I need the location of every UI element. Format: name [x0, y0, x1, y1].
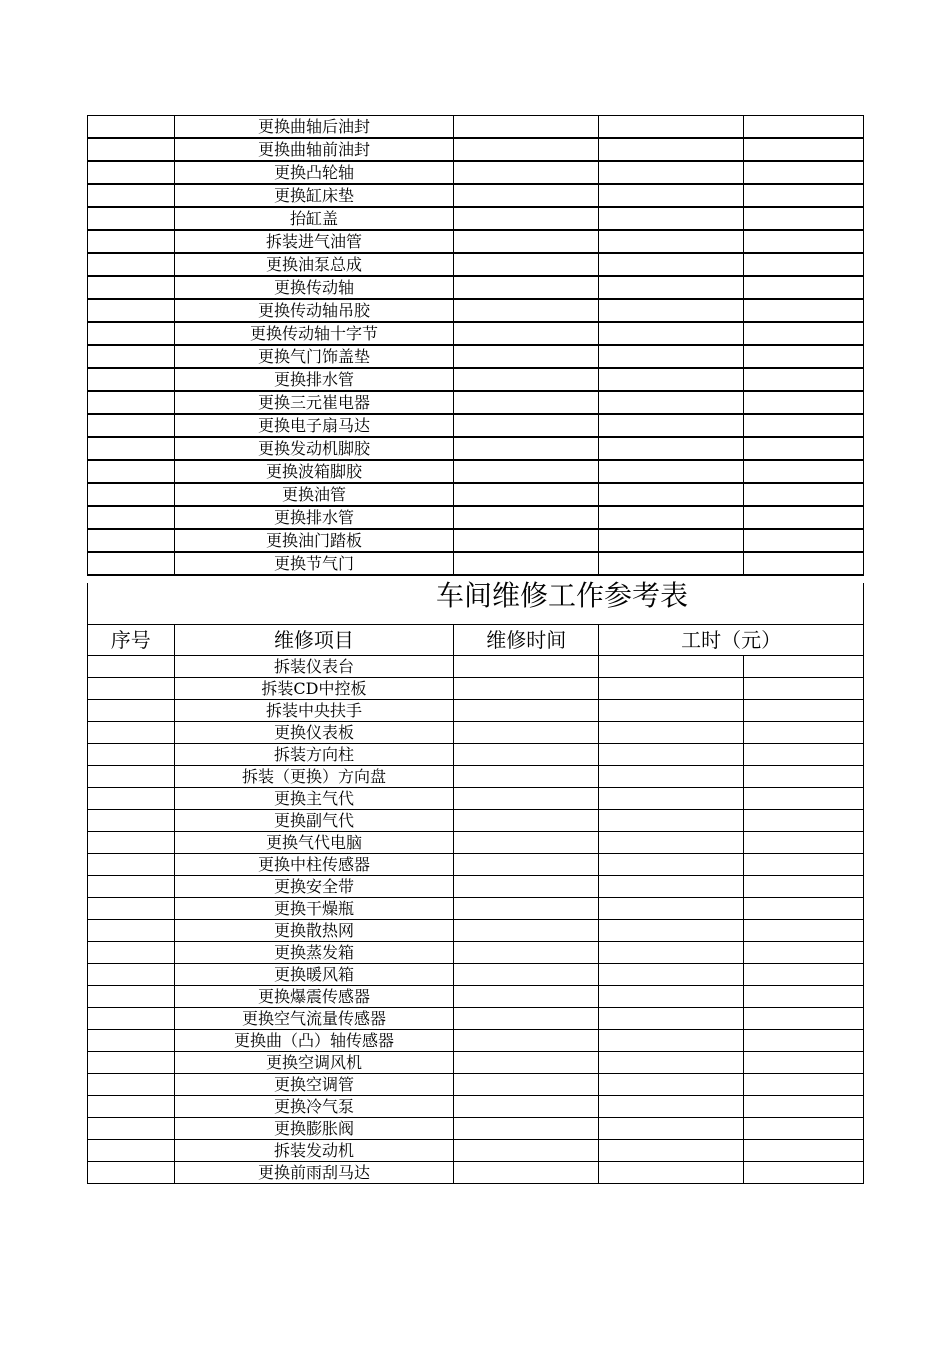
time-cell — [454, 116, 599, 139]
labor-extra-cell — [744, 678, 864, 700]
repair-item-cell: 更换空调管 — [174, 1074, 454, 1096]
time-cell — [454, 506, 599, 529]
repair-item-cell: 更换节气门 — [174, 552, 454, 575]
table-row — [88, 391, 864, 414]
labor-extra-cell — [744, 368, 864, 391]
time-cell — [454, 345, 599, 368]
header-item: 维修项目 — [174, 625, 454, 656]
header-labor: 工时（元） — [599, 625, 864, 656]
index-cell — [88, 460, 175, 483]
labor-cell — [599, 656, 744, 678]
table-row — [88, 920, 864, 942]
page-title: 车间维修工作参考表 — [436, 579, 689, 612]
labor-extra-cell — [744, 1052, 864, 1074]
table-row — [88, 898, 864, 920]
index-cell — [88, 414, 175, 437]
table-row — [88, 138, 864, 161]
time-cell — [454, 1118, 599, 1140]
time-cell — [454, 1096, 599, 1118]
time-cell — [454, 138, 599, 161]
labor-extra-cell — [744, 920, 864, 942]
table-row — [88, 1074, 864, 1096]
table-row — [88, 161, 864, 184]
index-cell — [88, 1030, 175, 1052]
time-cell — [454, 854, 599, 876]
labor-cell — [599, 1140, 744, 1162]
index-cell — [88, 1074, 175, 1096]
time-cell — [454, 437, 599, 460]
repair-item-cell: 抬缸盖 — [174, 207, 454, 230]
table-row — [88, 116, 864, 139]
table-row — [88, 700, 864, 722]
labor-cell — [599, 876, 744, 898]
labor-cell — [599, 854, 744, 876]
labor-cell — [599, 230, 744, 253]
repair-item-cell: 更换波箱脚胶 — [174, 460, 454, 483]
table-row — [88, 230, 864, 253]
labor-cell — [599, 437, 744, 460]
labor-extra-cell — [744, 832, 864, 854]
index-cell — [88, 1118, 175, 1140]
labor-extra-cell — [744, 276, 864, 299]
labor-cell — [599, 322, 744, 345]
index-cell — [88, 854, 175, 876]
labor-extra-cell — [744, 1118, 864, 1140]
table-row — [88, 345, 864, 368]
title-row — [87, 579, 864, 624]
repair-item-cell: 更换气门饰盖垫 — [174, 345, 454, 368]
table-row — [88, 678, 864, 700]
index-cell — [88, 744, 175, 766]
labor-extra-cell — [744, 414, 864, 437]
header-time: 维修时间 — [454, 625, 599, 656]
time-cell — [454, 1052, 599, 1074]
index-cell — [88, 276, 175, 299]
index-cell — [88, 810, 175, 832]
labor-extra-cell — [744, 1074, 864, 1096]
time-cell — [454, 276, 599, 299]
index-cell — [88, 322, 175, 345]
table-row — [88, 1140, 864, 1162]
index-cell — [88, 506, 175, 529]
time-cell — [454, 656, 599, 678]
header-index: 序号 — [88, 625, 175, 656]
index-cell — [88, 898, 175, 920]
repair-item-cell: 更换主气代 — [174, 788, 454, 810]
repair-item-cell: 更换中柱传感器 — [174, 854, 454, 876]
header-row — [88, 625, 864, 656]
labor-extra-cell — [744, 876, 864, 898]
labor-extra-cell — [744, 253, 864, 276]
repair-item-cell: 更换副气代 — [174, 810, 454, 832]
labor-cell — [599, 766, 744, 788]
labor-extra-cell — [744, 230, 864, 253]
repair-item-cell: 更换排水管 — [174, 368, 454, 391]
time-cell — [454, 744, 599, 766]
time-cell — [454, 920, 599, 942]
labor-cell — [599, 832, 744, 854]
repair-item-cell: 更换膨胀阀 — [174, 1118, 454, 1140]
labor-extra-cell — [744, 656, 864, 678]
repair-table-part-2 — [87, 624, 864, 1184]
table-row — [88, 1008, 864, 1030]
index-cell — [88, 678, 175, 700]
table-row — [88, 506, 864, 529]
index-cell — [88, 368, 175, 391]
time-cell — [454, 1074, 599, 1096]
time-cell — [454, 876, 599, 898]
table-row — [88, 368, 864, 391]
labor-extra-cell — [744, 1162, 864, 1184]
index-cell — [88, 1008, 175, 1030]
index-cell — [88, 552, 175, 575]
table-row — [88, 322, 864, 345]
labor-cell — [599, 678, 744, 700]
table-row — [88, 964, 864, 986]
labor-extra-cell — [744, 1096, 864, 1118]
table-row — [88, 460, 864, 483]
repair-item-cell: 更换三元崔电器 — [174, 391, 454, 414]
index-cell — [88, 161, 175, 184]
table-row — [88, 437, 864, 460]
index-cell — [88, 986, 175, 1008]
labor-extra-cell — [744, 722, 864, 744]
time-cell — [454, 942, 599, 964]
index-cell — [88, 920, 175, 942]
table-row — [88, 184, 864, 207]
labor-extra-cell — [744, 1030, 864, 1052]
labor-cell — [599, 414, 744, 437]
table-row — [88, 1118, 864, 1140]
labor-cell — [599, 1008, 744, 1030]
repair-item-cell: 更换油门踏板 — [174, 529, 454, 552]
index-cell — [88, 299, 175, 322]
index-cell — [88, 1140, 175, 1162]
repair-item-cell: 拆装进气油管 — [174, 230, 454, 253]
labor-extra-cell — [744, 207, 864, 230]
labor-extra-cell — [744, 700, 864, 722]
table-row — [88, 656, 864, 678]
time-cell — [454, 722, 599, 744]
labor-extra-cell — [744, 138, 864, 161]
time-cell — [454, 678, 599, 700]
time-cell — [454, 253, 599, 276]
index-cell — [88, 207, 175, 230]
labor-extra-cell — [744, 483, 864, 506]
time-cell — [454, 299, 599, 322]
labor-extra-cell — [744, 116, 864, 139]
index-cell — [88, 942, 175, 964]
table-row — [88, 854, 864, 876]
table-row — [88, 253, 864, 276]
repair-item-cell: 更换散热网 — [174, 920, 454, 942]
labor-extra-cell — [744, 299, 864, 322]
labor-extra-cell — [744, 460, 864, 483]
repair-item-cell: 更换冷气泵 — [174, 1096, 454, 1118]
labor-cell — [599, 483, 744, 506]
repair-item-cell: 更换空调风机 — [174, 1052, 454, 1074]
repair-item-cell: 拆装发动机 — [174, 1140, 454, 1162]
repair-item-cell: 拆装（更换）方向盘 — [174, 766, 454, 788]
labor-extra-cell — [744, 391, 864, 414]
index-cell — [88, 184, 175, 207]
index-cell — [88, 788, 175, 810]
time-cell — [454, 1030, 599, 1052]
time-cell — [454, 832, 599, 854]
labor-cell — [599, 391, 744, 414]
repair-item-cell: 更换曲轴后油封 — [174, 116, 454, 139]
repair-item-cell: 更换安全带 — [174, 876, 454, 898]
repair-item-cell: 更换仪表板 — [174, 722, 454, 744]
table-row — [88, 207, 864, 230]
time-cell — [454, 391, 599, 414]
table-row — [88, 744, 864, 766]
index-cell — [88, 230, 175, 253]
time-cell — [454, 368, 599, 391]
index-cell — [88, 832, 175, 854]
table-row — [88, 986, 864, 1008]
time-cell — [454, 898, 599, 920]
repair-item-cell: 拆装方向柱 — [174, 744, 454, 766]
labor-cell — [599, 253, 744, 276]
time-cell — [454, 788, 599, 810]
index-cell — [88, 345, 175, 368]
table-row — [88, 1162, 864, 1184]
time-cell — [454, 207, 599, 230]
labor-cell — [599, 1030, 744, 1052]
table-row — [88, 552, 864, 575]
time-cell — [454, 460, 599, 483]
time-cell — [454, 552, 599, 575]
labor-extra-cell — [744, 529, 864, 552]
labor-cell — [599, 529, 744, 552]
table-row — [88, 1030, 864, 1052]
table-row — [88, 529, 864, 552]
labor-cell — [599, 986, 744, 1008]
time-cell — [454, 184, 599, 207]
repair-item-cell: 更换传动轴吊胶 — [174, 299, 454, 322]
labor-cell — [599, 368, 744, 391]
labor-cell — [599, 788, 744, 810]
labor-cell — [599, 161, 744, 184]
repair-item-cell: 更换干燥瓶 — [174, 898, 454, 920]
index-cell — [88, 656, 175, 678]
labor-extra-cell — [744, 964, 864, 986]
labor-extra-cell — [744, 744, 864, 766]
index-cell — [88, 437, 175, 460]
labor-extra-cell — [744, 345, 864, 368]
labor-extra-cell — [744, 898, 864, 920]
labor-extra-cell — [744, 766, 864, 788]
time-cell — [454, 1140, 599, 1162]
index-cell — [88, 876, 175, 898]
labor-cell — [599, 810, 744, 832]
repair-item-cell: 更换油管 — [174, 483, 454, 506]
labor-cell — [599, 276, 744, 299]
labor-extra-cell — [744, 506, 864, 529]
labor-cell — [599, 964, 744, 986]
table-row — [88, 483, 864, 506]
labor-extra-cell — [744, 552, 864, 575]
repair-item-cell: 拆装中央扶手 — [174, 700, 454, 722]
time-cell — [454, 700, 599, 722]
repair-table-part-1 — [87, 115, 864, 576]
index-cell — [88, 529, 175, 552]
labor-cell — [599, 920, 744, 942]
table-row — [88, 832, 864, 854]
table-row — [88, 722, 864, 744]
labor-cell — [599, 1096, 744, 1118]
labor-cell — [599, 116, 744, 139]
table-row — [88, 299, 864, 322]
labor-cell — [599, 207, 744, 230]
index-cell — [88, 1162, 175, 1184]
time-cell — [454, 766, 599, 788]
labor-extra-cell — [744, 942, 864, 964]
repair-item-cell: 更换电子扇马达 — [174, 414, 454, 437]
index-cell — [88, 766, 175, 788]
table-row — [88, 876, 864, 898]
repair-item-cell: 更换气代电脑 — [174, 832, 454, 854]
repair-item-cell: 拆装CD中控板 — [174, 678, 454, 700]
labor-cell — [599, 1074, 744, 1096]
table-row — [88, 942, 864, 964]
index-cell — [88, 138, 175, 161]
index-cell — [88, 483, 175, 506]
labor-cell — [599, 942, 744, 964]
time-cell — [454, 483, 599, 506]
repair-item-cell: 更换曲轴前油封 — [174, 138, 454, 161]
labor-cell — [599, 898, 744, 920]
time-cell — [454, 810, 599, 832]
labor-cell — [599, 744, 744, 766]
labor-extra-cell — [744, 810, 864, 832]
repair-item-cell: 更换排水管 — [174, 506, 454, 529]
labor-cell — [599, 460, 744, 483]
labor-extra-cell — [744, 184, 864, 207]
labor-cell — [599, 700, 744, 722]
labor-cell — [599, 1052, 744, 1074]
repair-item-cell: 更换空气流量传感器 — [174, 1008, 454, 1030]
table-row — [88, 276, 864, 299]
labor-cell — [599, 722, 744, 744]
time-cell — [454, 161, 599, 184]
repair-item-cell: 更换油泵总成 — [174, 253, 454, 276]
index-cell — [88, 391, 175, 414]
labor-extra-cell — [744, 1008, 864, 1030]
labor-extra-cell — [744, 788, 864, 810]
table-row — [88, 766, 864, 788]
repair-item-cell: 更换蒸发箱 — [174, 942, 454, 964]
time-cell — [454, 986, 599, 1008]
index-cell — [88, 116, 175, 139]
labor-cell — [599, 1162, 744, 1184]
time-cell — [454, 230, 599, 253]
repair-item-cell: 更换暖风箱 — [174, 964, 454, 986]
table-row — [88, 788, 864, 810]
labor-cell — [599, 299, 744, 322]
repair-item-cell: 更换发动机脚胶 — [174, 437, 454, 460]
repair-item-cell: 更换缸床垫 — [174, 184, 454, 207]
labor-cell — [599, 138, 744, 161]
repair-item-cell: 更换传动轴 — [174, 276, 454, 299]
time-cell — [454, 964, 599, 986]
table-row — [88, 1052, 864, 1074]
repair-item-cell: 更换爆震传感器 — [174, 986, 454, 1008]
time-cell — [454, 1162, 599, 1184]
index-cell — [88, 700, 175, 722]
labor-extra-cell — [744, 1140, 864, 1162]
labor-extra-cell — [744, 986, 864, 1008]
labor-extra-cell — [744, 437, 864, 460]
labor-cell — [599, 506, 744, 529]
labor-extra-cell — [744, 322, 864, 345]
repair-item-cell: 更换凸轮轴 — [174, 161, 454, 184]
index-cell — [88, 1052, 175, 1074]
labor-cell — [599, 552, 744, 575]
time-cell — [454, 414, 599, 437]
repair-item-cell: 拆装仪表台 — [174, 656, 454, 678]
labor-cell — [599, 345, 744, 368]
table-row — [88, 810, 864, 832]
index-cell — [88, 1096, 175, 1118]
labor-cell — [599, 184, 744, 207]
repair-item-cell: 更换曲（凸）轴传感器 — [174, 1030, 454, 1052]
index-cell — [88, 964, 175, 986]
time-cell — [454, 1008, 599, 1030]
repair-item-cell: 更换传动轴十字节 — [174, 322, 454, 345]
time-cell — [454, 322, 599, 345]
index-cell — [88, 253, 175, 276]
table-row — [88, 414, 864, 437]
time-cell — [454, 529, 599, 552]
index-cell — [88, 722, 175, 744]
labor-extra-cell — [744, 854, 864, 876]
labor-cell — [599, 1118, 744, 1140]
table-row — [88, 1096, 864, 1118]
labor-extra-cell — [744, 161, 864, 184]
repair-item-cell: 更换前雨刮马达 — [174, 1162, 454, 1184]
